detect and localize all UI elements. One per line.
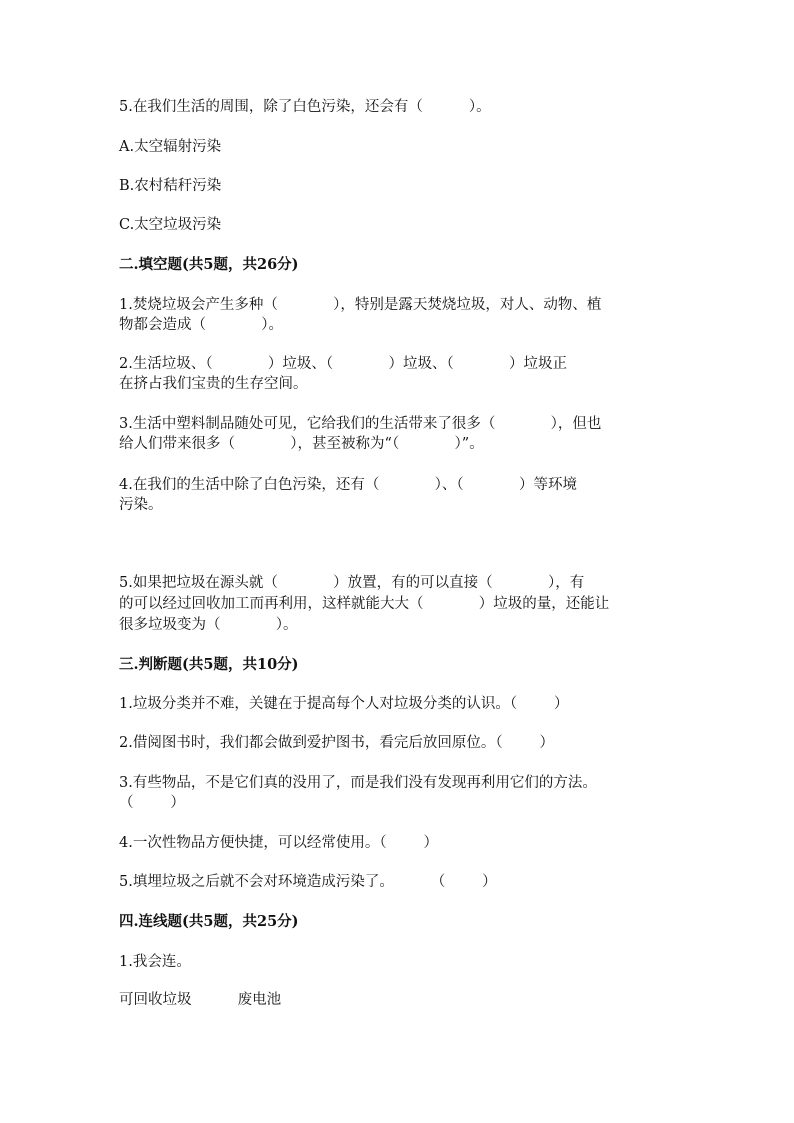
fill-question-2-line-1: 2.生活垃圾、（ ）垃圾、（ ）垃圾、（ ）垃圾正 (119, 356, 568, 372)
section-heading-matching: 四.连线题(共5题，共25分) (119, 913, 299, 930)
matching-items-row: 可回收垃圾 废电池 (119, 992, 282, 1008)
fill-question-5-line-3: 很多垃圾变为（ ）。 (119, 617, 298, 633)
fill-question-5-line-1: 5.如果把垃圾在源头就（ ）放置，有的可以直接（ ），有 (119, 575, 585, 591)
fill-question-4-line-1: 4.在我们的生活中除了白色污染，还有（ ）、（ ）等环境 (119, 477, 577, 493)
fill-question-1-line-2: 物都会造成（ ）。 (119, 317, 284, 333)
fill-question-1-line-1: 1.焚烧垃圾会产生多种（ ），特别是露天焚烧垃圾，对人、动物、植 (119, 297, 602, 313)
section-heading-fill-in: 二.填空题(共5题，共26分) (119, 256, 299, 273)
option-b: B.农村秸秆污染 (119, 178, 222, 194)
judgment-question-3-line-1: 3.有些物品，不是它们真的没用了，而是我们没有发现再利用它们的方法。 (119, 775, 597, 791)
section-heading-judgment: 三.判断题(共5题，共10分) (119, 656, 299, 673)
judgment-question-5: 5.填埋垃圾之后就不会对环境造成污染了。 （ ） (119, 874, 497, 890)
fill-question-4-line-2: 污染。 (119, 497, 163, 513)
fill-question-2-line-2: 在挤占我们宝贵的生存空间。 (119, 376, 308, 392)
judgment-question-2: 2.借阅图书时，我们都会做到爱护图书，看完后放回原位。（ ） (119, 735, 554, 751)
option-a: A.太空辐射污染 (119, 139, 222, 155)
judgment-question-1: 1.垃圾分类并不难，关键在于提高每个人对垃圾分类的认识。（ ） (119, 696, 569, 712)
fill-question-5-line-2: 的可以经过回收加工而再利用，这样就能大大（ ）垃圾的量，还能让 (119, 596, 610, 612)
matching-question-1: 1.我会连。 (119, 954, 191, 970)
judgment-question-3-line-2: （ ） (119, 795, 185, 811)
question-5-choice: 5.在我们生活的周围，除了白色污染，还会有（ ）。 (119, 99, 491, 115)
option-c: C.太空垃圾污染 (119, 217, 222, 233)
fill-question-3-line-2: 给人们带来很多（ ），甚至被称为“（ ）”。 (119, 436, 484, 452)
judgment-question-4: 4.一次性物品方便快捷，可以经常使用。（ ） (119, 835, 438, 851)
fill-question-3-line-1: 3.生活中塑料制品随处可见，它给我们的生活带来了很多（ ），但也 (119, 416, 602, 432)
